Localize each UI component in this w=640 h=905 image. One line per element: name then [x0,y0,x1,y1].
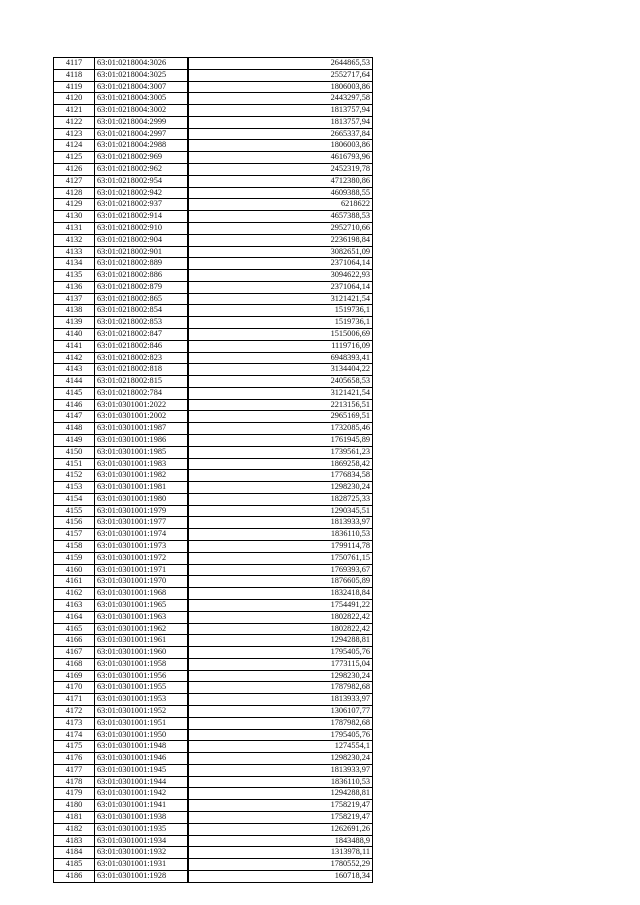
cadastral-value: 1294288,81 [188,635,373,647]
row-number: 4124 [54,140,95,152]
row-number: 4184 [54,847,95,859]
row-number: 4172 [54,705,95,717]
table-row [54,376,373,388]
cadastral-number: 63:01:0218002:937 [95,199,189,211]
row-number: 4171 [54,694,95,706]
row-number: 4139 [54,317,95,329]
cadastral-number: 63:01:0301001:1980 [95,493,189,505]
table-row [54,199,373,211]
cadastral-number: 63:01:0301001:1985 [95,446,189,458]
row-number: 4152 [54,470,95,482]
row-number: 4183 [54,835,95,847]
cadastral-number: 63:01:0218004:3007 [95,81,189,93]
row-number: 4138 [54,305,95,317]
table-row [54,800,373,812]
table-row [54,81,373,93]
cadastral-value: 4712380,86 [188,175,373,187]
row-number: 4182 [54,823,95,835]
table-row [54,682,373,694]
cadastral-number: 63:01:0301001:1944 [95,776,189,788]
row-number: 4134 [54,258,95,270]
cadastral-value: 1787982,68 [188,682,373,694]
cadastral-number: 63:01:0301001:1958 [95,658,189,670]
cadastral-value: 1515006,69 [188,328,373,340]
table-row [54,517,373,529]
row-number: 4161 [54,576,95,588]
table-row [54,435,373,447]
row-number: 4126 [54,164,95,176]
cadastral-value: 1776834,58 [188,470,373,482]
cadastral-value: 2443297,58 [188,93,373,105]
table-row [54,729,373,741]
cadastral-value: 2213156,51 [188,399,373,411]
table-row [54,222,373,234]
row-number: 4169 [54,670,95,682]
row-number: 4140 [54,328,95,340]
cadastral-number: 63:01:0218004:2988 [95,140,189,152]
table-row [54,446,373,458]
cadastral-value: 2665337,84 [188,128,373,140]
cadastral-value: 1799114,78 [188,541,373,553]
cadastral-number: 63:01:0301001:1973 [95,541,189,553]
row-number: 4160 [54,564,95,576]
cadastral-number: 63:01:0218002:823 [95,352,189,364]
cadastral-number: 63:01:0301001:1968 [95,588,189,600]
row-number: 4133 [54,246,95,258]
table-row [54,470,373,482]
cadastral-number: 63:01:0301001:1928 [95,870,189,882]
cadastral-value: 1754491,22 [188,599,373,611]
cadastral-value: 1519736,1 [188,305,373,317]
table-row [54,564,373,576]
cadastral-value: 1795405,76 [188,647,373,659]
cadastral-value: 1773115,04 [188,658,373,670]
cadastral-number: 63:01:0218002:904 [95,234,189,246]
cadastral-number: 63:01:0218004:3002 [95,105,189,117]
cadastral-value: 1119716,09 [188,340,373,352]
cadastral-value: 2371064,14 [188,258,373,270]
cadastral-value: 1750761,15 [188,552,373,564]
cadastral-number: 63:01:0218004:2997 [95,128,189,140]
row-number: 4130 [54,211,95,223]
cadastral-number: 63:01:0218002:853 [95,317,189,329]
cadastral-value: 1836110,53 [188,529,373,541]
cadastral-value: 1290345,51 [188,505,373,517]
cadastral-value: 4657388,53 [188,211,373,223]
row-number: 4141 [54,340,95,352]
cadastral-number: 63:01:0218002:784 [95,387,189,399]
cadastral-value: 1274554,1 [188,741,373,753]
table-row [54,258,373,270]
cadastral-number: 63:01:0301001:1974 [95,529,189,541]
cadastral-value: 3134404,22 [188,364,373,376]
table-row [54,69,373,81]
cadastral-number: 63:01:0301001:1987 [95,423,189,435]
data-table-container [53,57,373,883]
cadastral-value: 1843488,9 [188,835,373,847]
table-row [54,293,373,305]
cadastral-number: 63:01:0218002:969 [95,152,189,164]
cadastral-number: 63:01:0301001:1934 [95,835,189,847]
row-number: 4179 [54,788,95,800]
row-number: 4163 [54,599,95,611]
cadastral-number: 63:01:0301001:2002 [95,411,189,423]
table-row [54,364,373,376]
row-number: 4174 [54,729,95,741]
cadastral-value: 1828725,33 [188,493,373,505]
cadastral-number: 63:01:0301001:1983 [95,458,189,470]
cadastral-number: 63:01:0301001:1982 [95,470,189,482]
table-row [54,340,373,352]
row-number: 4185 [54,859,95,871]
table-row [54,105,373,117]
row-number: 4123 [54,128,95,140]
row-number: 4166 [54,635,95,647]
cadastral-value: 1761945,89 [188,435,373,447]
row-number: 4178 [54,776,95,788]
cadastral-number: 63:01:0218002:954 [95,175,189,187]
cadastral-number: 63:01:0218002:962 [95,164,189,176]
table-row [54,776,373,788]
cadastral-value: 3082651,09 [188,246,373,258]
cadastral-number: 63:01:0301001:1948 [95,741,189,753]
cadastral-value: 1813757,94 [188,116,373,128]
table-row [54,328,373,340]
cadastral-number: 63:01:0218002:889 [95,258,189,270]
table-row [54,493,373,505]
cadastral-number: 63:01:0301001:1955 [95,682,189,694]
table-row [54,623,373,635]
row-number: 4148 [54,423,95,435]
table-row [54,305,373,317]
cadastral-value: 4616793,96 [188,152,373,164]
cadastral-value: 1519736,1 [188,317,373,329]
table-row [54,482,373,494]
cadastral-value: 1806003,86 [188,140,373,152]
cadastral-value: 1306107,77 [188,705,373,717]
row-number: 4129 [54,199,95,211]
row-number: 4175 [54,741,95,753]
table-row [54,611,373,623]
cadastral-number: 63:01:0301001:1971 [95,564,189,576]
cadastral-number: 63:01:0301001:1963 [95,611,189,623]
table-row [54,753,373,765]
row-number: 4151 [54,458,95,470]
table-row [54,352,373,364]
table-row [54,411,373,423]
row-number: 4125 [54,152,95,164]
row-number: 4147 [54,411,95,423]
cadastral-number: 63:01:0301001:1932 [95,847,189,859]
row-number: 4154 [54,493,95,505]
cadastral-value: 1298230,24 [188,670,373,682]
cadastral-value: 2644865,53 [188,58,373,70]
cadastral-value: 1813757,94 [188,105,373,117]
cadastral-value: 2405658,53 [188,376,373,388]
cadastral-value: 1802822,42 [188,611,373,623]
table-row [54,175,373,187]
table-row [54,599,373,611]
cadastral-number: 63:01:0218002:847 [95,328,189,340]
table-row [54,387,373,399]
table-row [54,741,373,753]
row-number: 4165 [54,623,95,635]
row-number: 4144 [54,376,95,388]
table-row [54,140,373,152]
cadastral-number: 63:01:0218002:910 [95,222,189,234]
cadastral-number: 63:01:0218004:3005 [95,93,189,105]
row-number: 4150 [54,446,95,458]
table-row [54,705,373,717]
table-row [54,823,373,835]
table-row [54,270,373,282]
table-row [54,399,373,411]
cadastral-value: 1294288,81 [188,788,373,800]
table-row [54,529,373,541]
row-number: 4146 [54,399,95,411]
row-number: 4145 [54,387,95,399]
row-number: 4117 [54,58,95,70]
table-row [54,764,373,776]
table-row [54,658,373,670]
cadastral-number: 63:01:0301001:1942 [95,788,189,800]
cadastral-value: 2452319,78 [188,164,373,176]
table-row [54,812,373,824]
cadastral-value: 1813933,97 [188,517,373,529]
row-number: 4142 [54,352,95,364]
table-row [54,847,373,859]
cadastral-value: 1836110,53 [188,776,373,788]
cadastral-number: 63:01:0301001:2022 [95,399,189,411]
table-row [54,281,373,293]
cadastral-number: 63:01:0218004:2999 [95,116,189,128]
cadastral-value: 1802822,42 [188,623,373,635]
cadastral-value: 1869258,42 [188,458,373,470]
cadastral-number: 63:01:0218002:886 [95,270,189,282]
row-number: 4135 [54,270,95,282]
row-number: 4153 [54,482,95,494]
row-number: 4156 [54,517,95,529]
cadastral-value: 1795405,76 [188,729,373,741]
row-number: 4186 [54,870,95,882]
table-row [54,788,373,800]
table-row [54,152,373,164]
cadastral-number: 63:01:0218002:901 [95,246,189,258]
row-number: 4131 [54,222,95,234]
cadastral-number: 63:01:0301001:1938 [95,812,189,824]
cadastral-value: 1813933,97 [188,764,373,776]
cadastral-value: 1262691,26 [188,823,373,835]
cadastral-value: 1876605,89 [188,576,373,588]
table-row [54,164,373,176]
cadastral-number: 63:01:0301001:1952 [95,705,189,717]
cadastral-value: 2952710,66 [188,222,373,234]
cadastral-number: 63:01:0301001:1956 [95,670,189,682]
table-row [54,694,373,706]
row-number: 4164 [54,611,95,623]
table-row [54,128,373,140]
cadastral-value: 1806003,86 [188,81,373,93]
table-row [54,116,373,128]
table-row [54,423,373,435]
cadastral-number: 63:01:0301001:1950 [95,729,189,741]
table-row [54,211,373,223]
table-row [54,859,373,871]
cadastral-number: 63:01:0301001:1945 [95,764,189,776]
cadastral-number: 63:01:0301001:1951 [95,717,189,729]
cadastral-number: 63:01:0301001:1979 [95,505,189,517]
table-row [54,93,373,105]
table-row [54,717,373,729]
row-number: 4143 [54,364,95,376]
cadastral-number: 63:01:0218002:854 [95,305,189,317]
cadastral-number: 63:01:0218002:942 [95,187,189,199]
cadastral-value: 2236198,84 [188,234,373,246]
cadastral-value: 1298230,24 [188,482,373,494]
cadastral-value: 1758219,47 [188,812,373,824]
cadastral-number: 63:01:0218002:914 [95,211,189,223]
cadastral-value: 1313978,11 [188,847,373,859]
cadastral-value: 1780552,29 [188,859,373,871]
cadastral-value: 2371064,14 [188,281,373,293]
row-number: 4122 [54,116,95,128]
table-row [54,870,373,882]
cadastral-value: 6948393,41 [188,352,373,364]
row-number: 4149 [54,435,95,447]
cadastral-value-table [53,57,373,883]
cadastral-value: 6218622 [188,199,373,211]
row-number: 4181 [54,812,95,824]
cadastral-number: 63:01:0301001:1946 [95,753,189,765]
cadastral-value: 3121421,54 [188,293,373,305]
cadastral-number: 63:01:0301001:1941 [95,800,189,812]
row-number: 4121 [54,105,95,117]
cadastral-value: 4609388,55 [188,187,373,199]
cadastral-number: 63:01:0218002:879 [95,281,189,293]
cadastral-value: 2552717,64 [188,69,373,81]
cadastral-number: 63:01:0301001:1965 [95,599,189,611]
cadastral-number: 63:01:0218004:3026 [95,58,189,70]
table-row [54,588,373,600]
table-row [54,647,373,659]
cadastral-number: 63:01:0301001:1961 [95,635,189,647]
table-row [54,58,373,70]
table-row [54,187,373,199]
table-row [54,541,373,553]
cadastral-number: 63:01:0301001:1962 [95,623,189,635]
cadastral-number: 63:01:0218002:818 [95,364,189,376]
cadastral-value: 1758219,47 [188,800,373,812]
cadastral-value: 2965169,51 [188,411,373,423]
cadastral-value: 1732085,46 [188,423,373,435]
cadastral-value: 3121421,54 [188,387,373,399]
cadastral-value: 1813933,97 [188,694,373,706]
cadastral-number: 63:01:0218002:865 [95,293,189,305]
table-row [54,635,373,647]
table-row [54,458,373,470]
row-number: 4155 [54,505,95,517]
cadastral-value: 3094622,93 [188,270,373,282]
cadastral-number: 63:01:0301001:1986 [95,435,189,447]
row-number: 4168 [54,658,95,670]
row-number: 4159 [54,552,95,564]
cadastral-number: 63:01:0301001:1970 [95,576,189,588]
row-number: 4180 [54,800,95,812]
table-row [54,246,373,258]
row-number: 4118 [54,69,95,81]
table-row [54,552,373,564]
cadastral-number: 63:01:0218002:846 [95,340,189,352]
cadastral-number: 63:01:0301001:1977 [95,517,189,529]
row-number: 4158 [54,541,95,553]
table-body [54,58,373,883]
table-row [54,317,373,329]
table-row [54,234,373,246]
cadastral-number: 63:01:0301001:1935 [95,823,189,835]
cadastral-number: 63:01:0301001:1981 [95,482,189,494]
row-number: 4170 [54,682,95,694]
table-row [54,505,373,517]
row-number: 4132 [54,234,95,246]
cadastral-value: 1769393,67 [188,564,373,576]
row-number: 4119 [54,81,95,93]
cadastral-number: 63:01:0218004:3025 [95,69,189,81]
row-number: 4137 [54,293,95,305]
row-number: 4162 [54,588,95,600]
row-number: 4127 [54,175,95,187]
cadastral-value: 1832418,84 [188,588,373,600]
row-number: 4128 [54,187,95,199]
row-number: 4177 [54,764,95,776]
cadastral-number: 63:01:0301001:1953 [95,694,189,706]
cadastral-value: 1739561,23 [188,446,373,458]
row-number: 4173 [54,717,95,729]
table-row [54,576,373,588]
cadastral-number: 63:01:0218002:815 [95,376,189,388]
cadastral-number: 63:01:0301001:1960 [95,647,189,659]
table-row [54,835,373,847]
cadastral-value: 160718,34 [188,870,373,882]
row-number: 4157 [54,529,95,541]
cadastral-value: 1787982,68 [188,717,373,729]
row-number: 4120 [54,93,95,105]
cadastral-value: 1298230,24 [188,753,373,765]
row-number: 4176 [54,753,95,765]
table-row [54,670,373,682]
row-number: 4136 [54,281,95,293]
row-number: 4167 [54,647,95,659]
cadastral-number: 63:01:0301001:1972 [95,552,189,564]
cadastral-number: 63:01:0301001:1931 [95,859,189,871]
